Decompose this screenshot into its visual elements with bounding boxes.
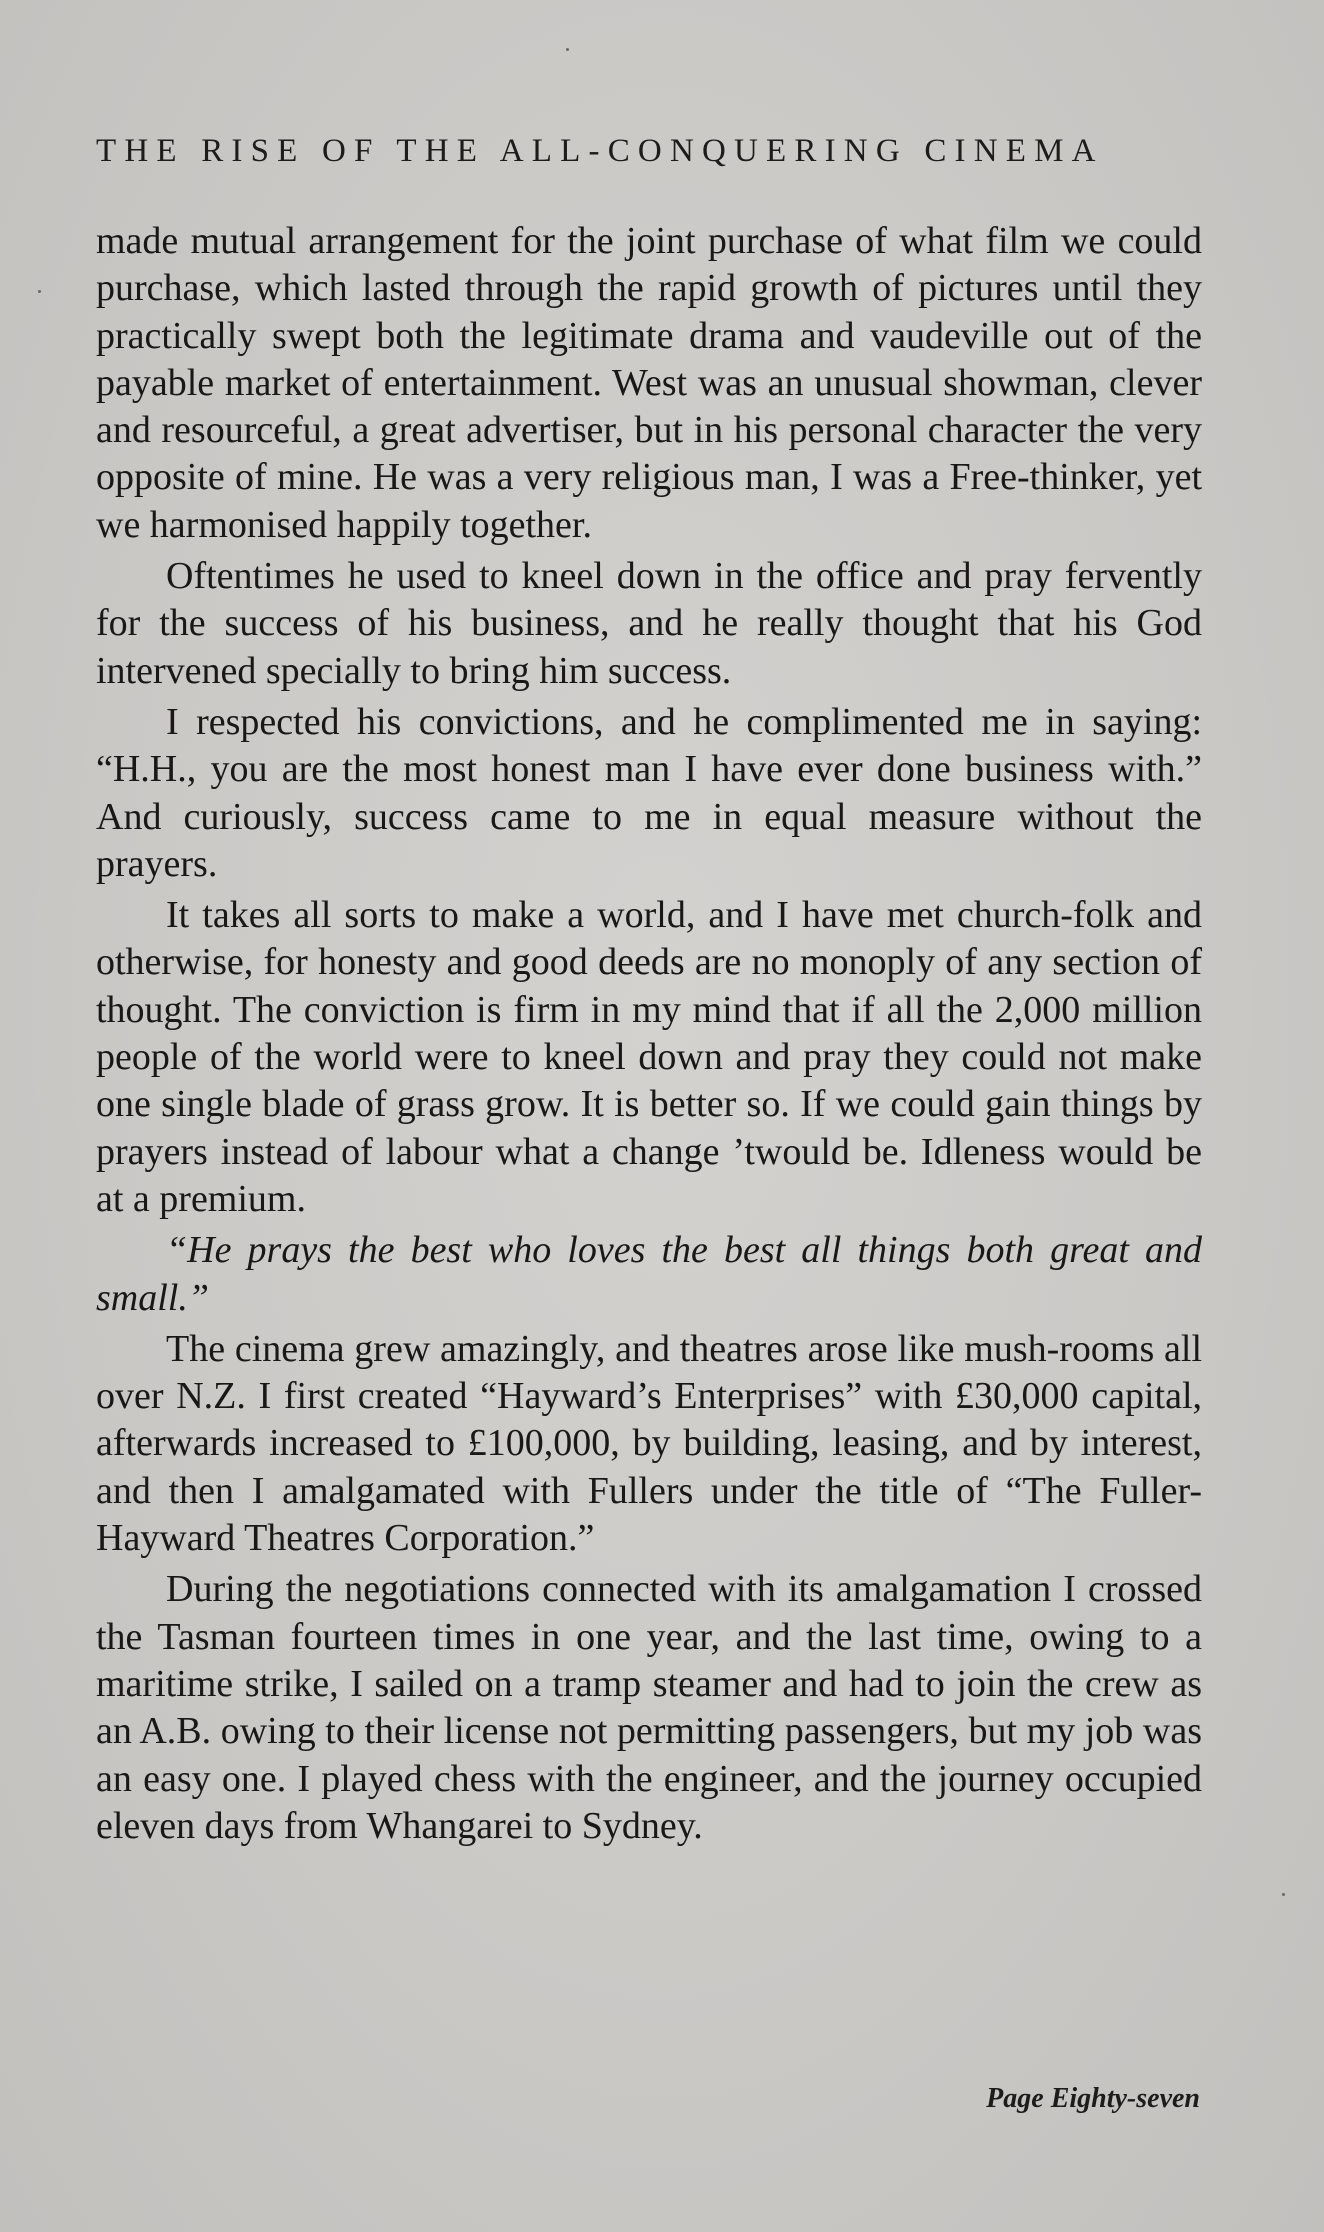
paragraph: The cinema grew amazingly, and theatres arose like mush-rooms all over N.Z. I first created “Hayward’s Enterprises” with £30,000 capital, afterwards increased to £100,000, by building, leasing, and by interest, and then I amalgamated with Fullers under the title of “The Fuller-Hayward Theatres Corporation.” <box>96 1327 1202 1560</box>
paper-speck <box>566 48 569 51</box>
paragraph: Oftentimes he used to kneel down in the office and pray fervently for the success of his business, and he really thought that his God intervened specially to bring him success. <box>96 555 1202 692</box>
paragraph: made mutual arrangement for the joint purchase of what film we could purchase, which lasted through the rapid growth of pictures until they practically swept both the legitimate drama and vaudeville out of the payable market of entertainment. West was an unusual showman, clever and resourceful, a great advertiser, but in his personal character the very opposite of mine. He was a very religious man, I was a Free-thinker, yet we harmonised happily together. <box>96 220 1202 546</box>
paper-speck <box>38 290 41 293</box>
paragraph: It takes all sorts to make a world, and I have met church-folk and otherwise, for honesty and good deeds are no monoply of any section of thought. The conviction is firm in my mind that if all the 2,000 million people of the world were to kneel down and pray they could not make one single blade of grass grow. It is better so. If we could gain things by prayers instead of labour what a change ’twould be. Idleness would be at a premium. <box>96 894 1202 1220</box>
paper-speck <box>1282 1893 1285 1896</box>
quotation: “He prays the best who loves the best all things both great and small.” <box>96 1229 1202 1319</box>
body-text <box>96 218 1202 1854</box>
running-head: THE RISE OF THE ALL-CONQUERING CINEMA <box>96 133 1104 169</box>
paragraph: During the negotiations connected with its amalgamation I crossed the Tasman fourteen times in one year, and the last time, owing to a maritime strike, I sailed on a tramp steamer and had to join the crew as an A.B. owing to their license not permitting passengers, but my job was an easy one. I played chess with the engineer, and the journey occupied eleven days from Whangarei to Sydney. <box>96 1568 1202 1847</box>
paragraph: I respected his convictions, and he complimented me in saying: “H.H., you are the most honest man I have ever done business with.” And curiously, success came to me in equal measure without the prayers. <box>96 700 1202 885</box>
page-number: Page Eighty-seven <box>986 2083 1200 2114</box>
